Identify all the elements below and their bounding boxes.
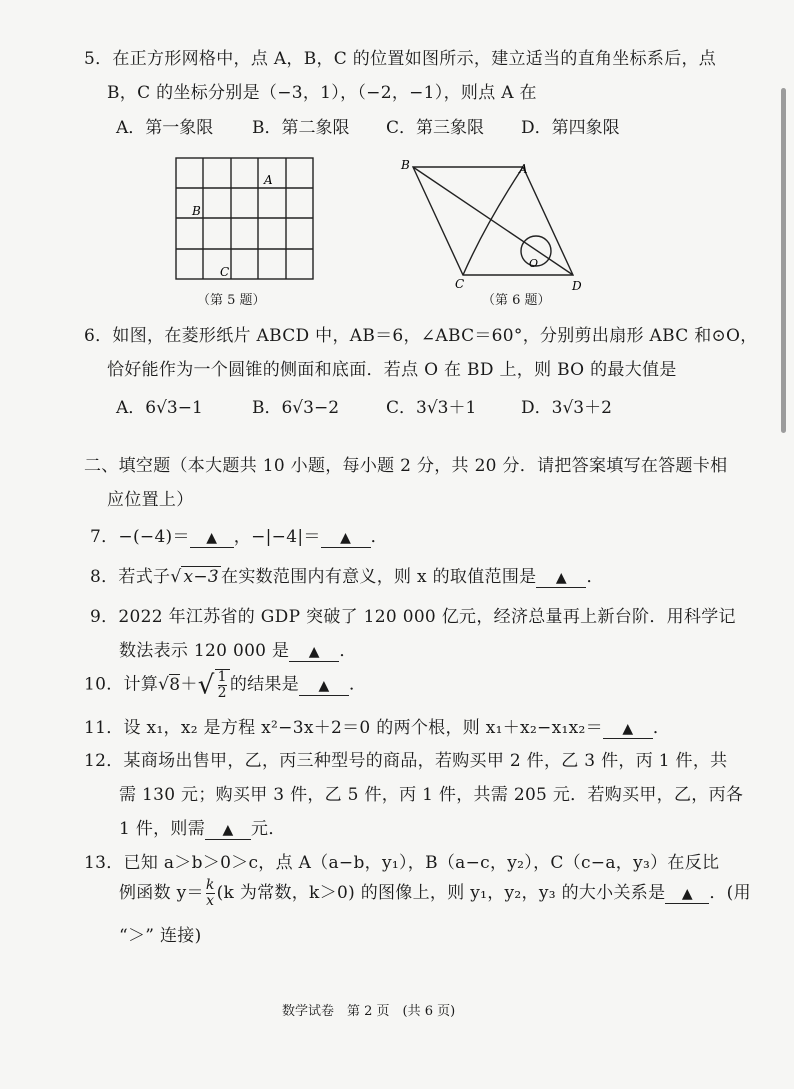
q5-option-b: B．第二象限 — [252, 118, 350, 138]
q9-text-line1: 9．2022 年江苏省的 GDP 突破了 120 000 亿元，经济总量再上新台阶．用科学记 — [90, 607, 736, 627]
q8-text: 8．若式子√ x−3 在实数范围内有意义，则 x 的取值范围是 ▲ ． — [90, 567, 604, 587]
q9-answer-blank: ▲ — [289, 641, 339, 662]
scrollbar[interactable] — [781, 88, 786, 433]
q5-text-line2: B，C 的坐标分别是（−3，1），（−2，−1），则点 A 在 — [107, 83, 537, 103]
q6-label-a: A — [519, 162, 528, 176]
q5-grid-figure — [170, 152, 320, 284]
q6-text-line2: 恰好能作为一个圆锥的侧面和底面．若点 O 在 BD 上，则 BO 的最大值是 — [107, 360, 677, 380]
q5-option-d: D．第四象限 — [521, 118, 620, 138]
q10-text: 10．计算√8＋√ $\frac{1}{2}$ 的结果是 ▲ ． — [84, 669, 367, 701]
q12-text-line1: 12．某商场出售甲，乙，丙三种型号的商品，若购买甲 2 件，乙 3 件，丙 1 件，共 — [84, 751, 728, 771]
q7-answer-blank-2: ▲ — [321, 527, 371, 548]
q11-answer-blank: ▲ — [603, 718, 653, 739]
q6-option-a: A．6√3−1 — [116, 398, 203, 418]
section2-heading-line1: 二、填空题（本大题共 10 小题，每小题 2 分，共 20 分．请把答案填写在答题卡相 — [84, 456, 728, 476]
page-footer: 数学试卷 第 2 页 (共 6 页) — [282, 1004, 456, 1019]
q5-text-line1: 5．在正方形网格中，点 A，B，C 的位置如图所示，建立适当的直角坐标系后，点 — [84, 49, 717, 69]
q10-fraction: $\frac{1}{2}$ — [215, 669, 230, 701]
sqrt-sign: √ — [170, 567, 182, 587]
q6-text-line1: 6．如图，在菱形纸片 ABCD 中，AB＝6，∠ABC＝60°，分别剪出扇形 ABC 和⊙O， — [84, 326, 758, 346]
q13-text-line3: “＞” 连接) — [119, 926, 202, 946]
q12-answer-blank: ▲ — [205, 819, 251, 840]
q5-label-c: C — [220, 265, 230, 279]
q5-option-c: C．第三象限 — [386, 118, 485, 138]
q13-text-line1: 13．已知 a＞b＞0＞c，点 A（a−b，y₁），B（a−c，y₂），C（c−a，y₃）在反比 — [84, 853, 720, 873]
q6-label-b: B — [401, 158, 410, 172]
q9-text-line2: 数法表示 120 000 是 ▲ ． — [119, 641, 357, 661]
q7-text: 7．−(−4)＝ ▲ ，−|−4|＝ ▲ ． — [90, 527, 388, 547]
q7-answer-blank-1: ▲ — [190, 527, 234, 548]
q6-option-c: C．3√3＋1 — [386, 398, 477, 418]
q8-radicand: x−3 — [183, 567, 220, 587]
q6-caption: （第 6 题） — [482, 293, 551, 308]
q6-option-b: B．6√3−2 — [252, 398, 340, 418]
q6-label-o: O — [529, 257, 539, 270]
q11-text: 11．设 x₁，x₂ 是方程 x²−3x＋2＝0 的两个根，则 x₁＋x₂−x₁x₂＝ ▲ ． — [84, 718, 671, 738]
q5-option-a: A．第一象限 — [116, 118, 214, 138]
q13-fraction: $\frac{k}{x}$ — [205, 877, 215, 909]
section2-heading-line2: 应位置上） — [107, 490, 194, 510]
q12-text-line2: 需 130 元；购买甲 3 件，乙 5 件，丙 1 件，共需 205 元．若购买甲，乙，丙各 — [119, 785, 744, 805]
q8-answer-blank: ▲ — [536, 567, 586, 588]
sqrt-sign-large: √ — [197, 670, 215, 701]
q5-caption: （第 5 题） — [197, 293, 266, 308]
q13-answer-blank: ▲ — [665, 883, 709, 904]
q6-rhombus-figure — [395, 155, 595, 295]
q6-option-d: D．3√3＋2 — [521, 398, 612, 418]
q12-text-line3: 1 件，则需 ▲ 元． — [119, 819, 286, 839]
sqrt-sign: √ — [158, 674, 170, 695]
q10-answer-blank: ▲ — [299, 675, 349, 696]
q13-text-line2: 例函数 y＝ $\frac{k}{x}$ (k 为常数，k＞0) 的图像上，则 y₁，y₂，y₃ 的大小关系是 ▲ ．(用 — [119, 877, 751, 909]
q5-label-b: B — [192, 204, 201, 218]
q5-label-a: A — [264, 173, 273, 187]
q6-label-c: C — [455, 277, 465, 291]
q6-label-d: D — [572, 279, 582, 293]
